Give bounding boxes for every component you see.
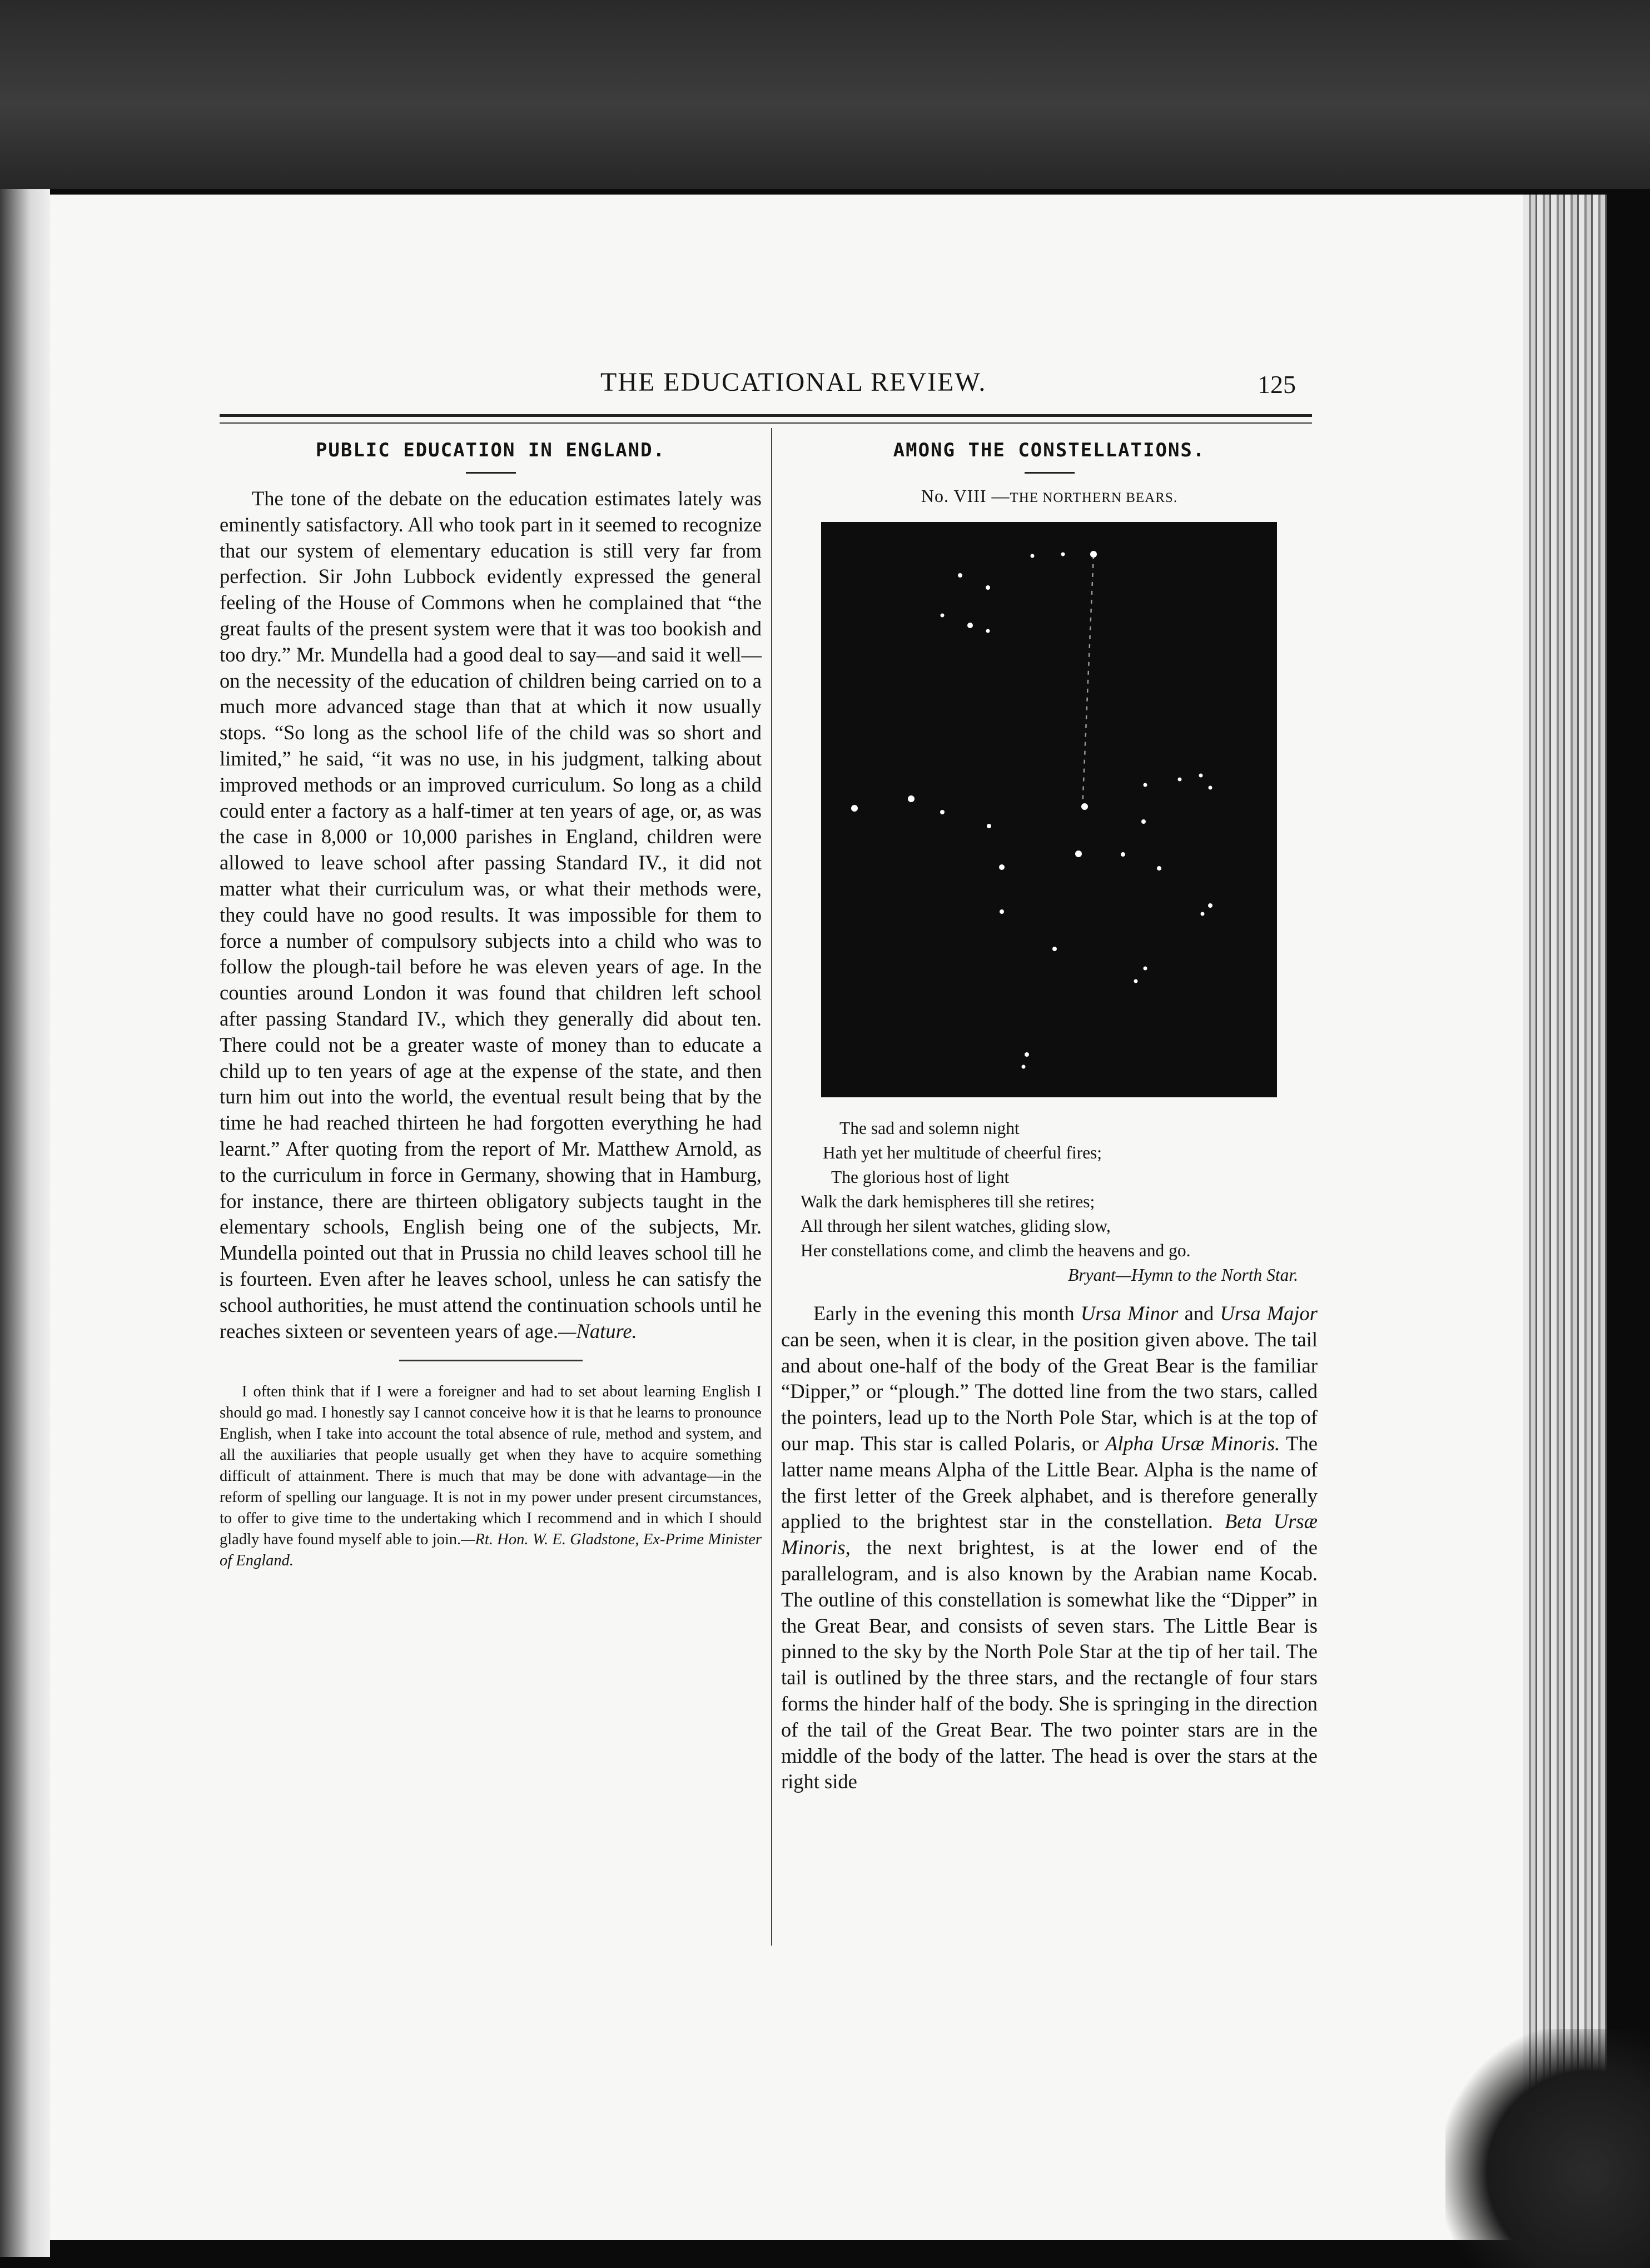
- star: [908, 795, 915, 802]
- article-body-public-education: [220, 486, 762, 1344]
- scan-thumb-shadow: [1445, 2029, 1650, 2268]
- article-title-public-education: PUBLIC EDUCATION IN ENGLAND.: [315, 439, 666, 461]
- star: [1061, 553, 1065, 556]
- header-rule-thin: [220, 422, 1312, 424]
- poem-line: All through her silent watches, gliding slow,: [801, 1216, 1111, 1236]
- star-polaris: [1090, 551, 1097, 558]
- star: [1201, 912, 1205, 916]
- term-ursa-major: Ursa Major: [1220, 1302, 1318, 1325]
- star-map-northern-bears: [821, 522, 1277, 1097]
- star: [1025, 1052, 1029, 1057]
- star: [1144, 967, 1147, 971]
- star-pointer: [1075, 850, 1082, 857]
- page-number: 125: [1258, 370, 1296, 399]
- gladstone-quote: [220, 1381, 762, 1571]
- left-column: [220, 431, 762, 1571]
- article-title-constellations: AMONG THE CONSTELLATIONS.: [893, 439, 1206, 461]
- star: [1052, 947, 1057, 951]
- poem: [781, 1116, 1318, 1263]
- star: [1000, 909, 1004, 914]
- term-beta-ursae-minoris: Beta Ursæ Minoris,: [781, 1510, 1318, 1559]
- star: [941, 614, 945, 618]
- quote-attribution: —Rt. Hon. W. E. Gladstone, Ex-Prime Minister of England.: [220, 1530, 762, 1569]
- poem-line: The glorious host of light: [831, 1167, 1010, 1187]
- star-pointer: [1081, 803, 1088, 810]
- article-source: —Nature.: [558, 1319, 637, 1342]
- star: [1209, 786, 1212, 790]
- star: [1134, 979, 1138, 983]
- article-subtitle: [781, 486, 1318, 506]
- star: [958, 573, 962, 578]
- subtitle-number: No. VIII —: [921, 486, 1010, 506]
- article-body-constellations: [781, 1301, 1318, 1795]
- quote-text: I often think that if I were a foreigner and had to set about learning English I should go mad. I honestly say I cannot conceive how it is that he learns to pronounce English, when I take into account the total absence of rule, method and system, and all the auxiliaries that people usually get when they have to acquire something difficult of attainment. There is much that may be done with advantage—in the reform of spelling our language. It is not in my power under present circumstances, to offer to give time to the undertaking which I recommend and in which I should gladly have found myself able to join.: [220, 1383, 762, 1548]
- star-kocab: [967, 623, 973, 628]
- star: [986, 629, 990, 633]
- right-column: [781, 431, 1318, 1795]
- term-ursa-minor: Ursa Minor: [1080, 1302, 1179, 1325]
- body-part: and: [1184, 1302, 1214, 1325]
- body-part: Early in the evening this month: [813, 1302, 1075, 1325]
- body-part: can be seen, when it is clear, in the position given above. The tail and about one-half of the body of the Great Bear is the familiar “Dipper,” or “plough.” The dotted line from the two stars, called the pointers, lead up to the North Pole Star, which is at the top of our map. This star is called Polaris, or: [781, 1327, 1318, 1455]
- article-body-text: The tone of the debate on the education estimates lately was eminently satisfactory. All who took part in it seemed to recognize that our system of elementary education is still very far from perfection. Sir John Lubbock evidently expressed the general feeling of the House of Commons when he complained that “the great faults of the present system were that it was too bookish and too dry.” Mr. Mundella had a good deal to say—and said it well—on the necessity of the education of children being carried on to a much more advanced stage than that at which it now usually stops. “So long as the school life of the child was so short and limited,” he said, “it was no use, in his judgment, talking about improved methods or an improved curriculum. So long as a child could enter a factory as a half-timer at ten years of age, or, as was the case in 8,000 or 10,000 parishes in England, children were allowed to leave school after passing Standard IV., it did not matter what their curriculum was, or what their methods were, they could have no good results. It was impossible for them to force a number of compulsory subjects into a child who was to follow the plough-tail before he was eleven years of age. In the counties around London it was found that children left school after passing Standard IV., which they generally did about ten. There could not be a greater waste of money than to educate a child up to ten years of age at the expense of the state, and then turn him out into the world, the eventual result being that by the time he had reached thirteen he had forgotten everything he had learnt.” After quoting from the report of Mr. Matthew Arnold, as to the curriculum in force in Germany, showing that in Hamburg, for instance, there are thirteen obligatory subjects taught in the elementary schools, English being one of the subjects, Mr. Mundella pointed out that in Prussia no child leaves school till he is fourteen. Even after he leaves school, unless he can satisfy the school authorities, he must attend the continuation schools until he reaches sixteen or seventeen years of age.: [220, 487, 762, 1342]
- column-divider: [771, 428, 772, 1946]
- poem-line: Walk the dark hemispheres till she retires;: [801, 1192, 1095, 1211]
- star: [1141, 819, 1146, 824]
- left-page-edge: [0, 189, 50, 2257]
- star: [987, 824, 991, 828]
- header-rule-thick: [220, 414, 1312, 417]
- section-rule: [399, 1360, 583, 1361]
- star: [1121, 852, 1125, 857]
- poem-line: Her constellations come, and climb the heavens and go.: [801, 1241, 1191, 1260]
- star: [986, 585, 990, 590]
- body-part: The latter name means Alpha of the Little Bear. Alpha is the name of the first letter of the Greek alphabet, and is therefore generally applied to the brightest star in the constellation.: [781, 1431, 1318, 1533]
- star: [1144, 783, 1147, 787]
- star: [999, 864, 1005, 870]
- star: [1022, 1065, 1026, 1069]
- title-rule: [1025, 472, 1075, 474]
- star: [851, 805, 858, 812]
- star: [1199, 774, 1203, 778]
- subtitle-name: THE NORTHERN BEARS.: [1010, 490, 1178, 505]
- poem-line: The sad and solemn night: [839, 1118, 1020, 1138]
- term-alpha-ursae-minoris: Alpha Ursæ Minoris.: [1105, 1431, 1280, 1455]
- star: [940, 810, 945, 814]
- right-page-edges: [1523, 195, 1607, 2174]
- star: [1178, 778, 1182, 782]
- body-part: the next brightest, is at the lower end of the parallelogram, and is also known by the Arabian name Kocab. The outline of this constellation is somewhat like the “Dipper” in the Great Bear, and consists of seven stars. The Little Bear is pinned to the sky by the North Pole Star at the tip of her tail. The tail is outlined by the three stars, and the rectangle of four stars forms the hinder half of the body. She is springing in the direction of the tail of the Great Bear. The two pointer stars are in the middle of the body of the latter. The head is over the stars at the right side: [781, 1536, 1318, 1793]
- star: [1031, 554, 1035, 558]
- star: [1208, 903, 1212, 908]
- title-rule: [466, 472, 516, 474]
- star: [1157, 866, 1161, 871]
- running-head: THE EDUCATIONAL REVIEW.: [600, 367, 987, 397]
- poem-line: Hath yet her multitude of cheerful fires;: [823, 1143, 1102, 1162]
- scan-top-shadow: [0, 0, 1650, 189]
- poem-credit: Bryant—Hymn to the North Star.: [1068, 1265, 1298, 1285]
